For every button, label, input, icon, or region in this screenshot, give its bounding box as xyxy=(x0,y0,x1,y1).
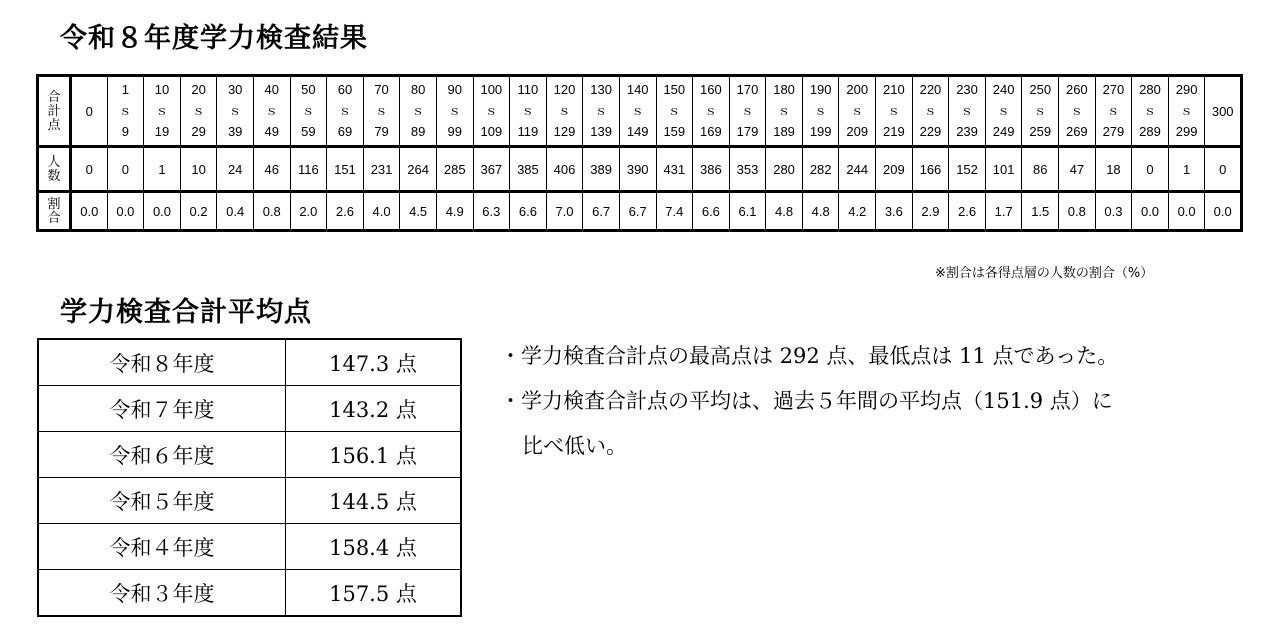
score-range-high: 49 xyxy=(264,124,279,140)
range-separator: ｓ xyxy=(484,103,498,119)
score-range-cell xyxy=(1022,76,1059,147)
ratio-cell: 0.0 xyxy=(107,192,144,231)
count-cell: 282 xyxy=(802,147,839,192)
score-range-high: 259 xyxy=(1029,124,1052,140)
ratio-cell: 0.0 xyxy=(1205,192,1242,231)
count-cell: 385 xyxy=(510,147,547,192)
score-range-high: 299 xyxy=(1175,124,1198,140)
page-title: 令和８年度学力検査結果 xyxy=(60,23,368,54)
count-cell: 209 xyxy=(876,147,913,192)
score-range-low: 10 xyxy=(154,82,170,98)
ratio-cell: 0.8 xyxy=(253,192,290,231)
count-cell: 10 xyxy=(180,147,217,192)
ratio-cell: 0.0 xyxy=(71,192,108,231)
count-cell: 0 xyxy=(1205,147,1242,192)
ratio-cell: 6.1 xyxy=(729,192,766,231)
ratio-cell: 0.2 xyxy=(180,192,217,231)
ratio-cell: 0.4 xyxy=(217,192,254,231)
summary-bullet-continuation: 比べ低い。 xyxy=(522,434,627,458)
average-row xyxy=(38,386,461,432)
score-range-low: 120 xyxy=(553,82,576,98)
score-range-cell xyxy=(1059,76,1096,147)
score-range-cell xyxy=(949,76,986,147)
count-row xyxy=(38,147,1242,192)
range-separator: ｓ xyxy=(1070,103,1084,119)
average-row xyxy=(38,570,461,617)
score-range-low: 270 xyxy=(1102,82,1125,98)
score-range-cell xyxy=(473,76,510,147)
score-range-high: 109 xyxy=(480,124,503,140)
score-range-high: 9 xyxy=(121,124,129,140)
range-separator: ｓ xyxy=(594,103,608,119)
count-cell: 24 xyxy=(217,147,254,192)
score-range-cell xyxy=(107,76,144,147)
score-range-row xyxy=(38,76,1242,147)
count-cell: 386 xyxy=(693,147,730,192)
count-row-header: 人 数 xyxy=(38,147,71,192)
score-range-low: 70 xyxy=(374,82,389,98)
score-range-cell xyxy=(912,76,949,147)
score-range-high: 119 xyxy=(517,124,539,140)
count-cell: 1 xyxy=(144,147,181,192)
score-range-low: 140 xyxy=(626,82,649,98)
summary-bullet: ・学力検査合計点の平均は、過去５年間の平均点（151.9 点）に xyxy=(500,389,1113,413)
ratio-cell: 0.0 xyxy=(1132,192,1169,231)
ratio-cell: 2.9 xyxy=(912,192,949,231)
score-range-high: 59 xyxy=(301,124,316,140)
score-range-cell xyxy=(400,76,437,147)
count-cell: 116 xyxy=(290,147,327,192)
ratio-cell: 6.3 xyxy=(473,192,510,231)
score-range-high: 179 xyxy=(736,124,759,140)
range-separator: ｓ xyxy=(118,103,132,119)
score-range-high: 159 xyxy=(663,124,686,140)
range-separator: ｓ xyxy=(1033,103,1047,119)
range-separator: ｓ xyxy=(265,103,279,119)
score-range-low: 230 xyxy=(956,82,978,98)
score-range-high: 239 xyxy=(956,124,978,140)
range-separator: ｓ xyxy=(228,103,242,119)
score-range-label: 0 xyxy=(85,103,93,119)
score-range-cell xyxy=(839,76,876,147)
range-separator: ｓ xyxy=(375,103,389,119)
count-cell: 244 xyxy=(839,147,876,192)
range-separator: ｓ xyxy=(1106,103,1120,119)
range-separator: ｓ xyxy=(192,103,206,119)
count-cell: 389 xyxy=(583,147,620,192)
count-cell: 390 xyxy=(619,147,656,192)
average-score: 156.1 点 xyxy=(286,432,462,478)
count-cell: 47 xyxy=(1059,147,1096,192)
score-range-high: 169 xyxy=(700,124,722,140)
range-separator: ｓ xyxy=(777,103,791,119)
score-range-high: 209 xyxy=(846,124,869,140)
average-year: 令和５年度 xyxy=(38,478,286,524)
ratio-cell: 1.5 xyxy=(1022,192,1059,231)
ratio-cell: 1.7 xyxy=(985,192,1022,231)
average-row xyxy=(38,432,461,478)
score-range-low: 220 xyxy=(919,82,942,98)
score-range-high: 219 xyxy=(883,124,905,140)
average-year: 令和４年度 xyxy=(38,524,286,570)
count-cell: 231 xyxy=(363,147,400,192)
count-cell: 353 xyxy=(729,147,766,192)
ratio-cell: 0.8 xyxy=(1059,192,1096,231)
score-range-high: 79 xyxy=(374,124,389,140)
count-cell: 86 xyxy=(1022,147,1059,192)
score-range-low: 80 xyxy=(410,82,426,98)
score-range-low: 50 xyxy=(301,82,316,98)
ratio-cell: 6.6 xyxy=(510,192,547,231)
ratio-cell: 4.2 xyxy=(839,192,876,231)
score-range-high: 39 xyxy=(227,124,243,140)
score-range-high: 269 xyxy=(1065,124,1088,140)
summary-bullet: ・学力検査合計点の最高点は 292 点、最低点は 11 点であった。 xyxy=(500,344,1119,368)
score-range-low: 150 xyxy=(663,82,686,98)
ratio-cell: 2.6 xyxy=(327,192,364,231)
average-score: 147.3 点 xyxy=(286,339,462,386)
count-cell: 367 xyxy=(473,147,510,192)
range-separator: ｓ xyxy=(923,103,937,119)
ratio-cell: 4.5 xyxy=(400,192,437,231)
range-separator: ｓ xyxy=(558,103,572,119)
score-range-low: 60 xyxy=(337,82,353,98)
ratio-cell: 6.6 xyxy=(693,192,730,231)
count-cell: 285 xyxy=(436,147,473,192)
score-range-low: 210 xyxy=(883,82,905,98)
count-cell: 152 xyxy=(949,147,986,192)
average-row xyxy=(38,339,461,386)
count-cell: 280 xyxy=(766,147,803,192)
score-distribution-table xyxy=(36,74,1243,232)
ratio-cell: 0.3 xyxy=(1095,192,1132,231)
average-year: 令和３年度 xyxy=(38,570,286,617)
average-score: 143.2 点 xyxy=(286,386,462,432)
range-separator: ｓ xyxy=(301,103,315,119)
range-separator: ｓ xyxy=(521,103,535,119)
score-range-high: 139 xyxy=(590,124,612,140)
count-cell: 0 xyxy=(71,147,108,192)
count-cell: 46 xyxy=(253,147,290,192)
average-score-table xyxy=(37,338,462,617)
score-range-high: 89 xyxy=(410,124,426,140)
count-cell: 0 xyxy=(1132,147,1169,192)
ratio-cell: 4.9 xyxy=(436,192,473,231)
ratio-cell: 0.0 xyxy=(1168,192,1205,231)
score-range-label: 300 xyxy=(1211,103,1234,119)
score-range-cell xyxy=(436,76,473,147)
score-range-cell xyxy=(290,76,327,147)
count-cell: 0 xyxy=(107,147,144,192)
count-cell: 101 xyxy=(985,147,1022,192)
score-range-high: 289 xyxy=(1139,124,1161,140)
average-row xyxy=(38,478,461,524)
ratio-cell: 0.0 xyxy=(144,192,181,231)
range-separator: ｓ xyxy=(448,103,462,119)
score-range-low: 40 xyxy=(264,82,279,98)
range-separator: ｓ xyxy=(338,103,352,119)
score-range-low: 20 xyxy=(191,82,206,98)
score-range-high: 199 xyxy=(809,124,832,140)
score-range-high: 229 xyxy=(919,124,942,140)
score-range-high: 249 xyxy=(992,124,1015,140)
score-range-high: 129 xyxy=(553,124,576,140)
score-range-high: 149 xyxy=(626,124,649,140)
ratio-cell: 6.7 xyxy=(619,192,656,231)
score-range-high: 69 xyxy=(337,124,353,140)
ratio-note: ※割合は各得点層の人数の割合（%） xyxy=(935,266,1154,281)
score-range-cell xyxy=(729,76,766,147)
score-range-low: 250 xyxy=(1029,82,1052,98)
count-cell: 166 xyxy=(912,147,949,192)
count-cell: 264 xyxy=(400,147,437,192)
average-year: 令和７年度 xyxy=(38,386,286,432)
score-range-cell xyxy=(985,76,1022,147)
average-year: 令和６年度 xyxy=(38,432,286,478)
score-range-cell xyxy=(1205,76,1242,147)
count-cell: 406 xyxy=(546,147,583,192)
ratio-cell: 4.8 xyxy=(802,192,839,231)
score-range-high: 279 xyxy=(1102,124,1125,140)
score-range-cell xyxy=(327,76,364,147)
score-range-low: 160 xyxy=(700,82,722,98)
ratio-row xyxy=(38,192,1242,231)
score-range-cell xyxy=(802,76,839,147)
score-range-cell xyxy=(144,76,181,147)
score-range-cell xyxy=(363,76,400,147)
range-separator: ｓ xyxy=(814,103,828,119)
ratio-cell: 4.0 xyxy=(363,192,400,231)
range-separator: ｓ xyxy=(997,103,1011,119)
ratio-cell: 2.6 xyxy=(949,192,986,231)
average-score: 157.5 点 xyxy=(286,570,462,617)
score-range-low: 200 xyxy=(846,82,869,98)
score-range-cell xyxy=(71,76,108,147)
score-range-high: 19 xyxy=(154,124,170,140)
score-range-low: 90 xyxy=(447,82,462,98)
average-score: 158.4 点 xyxy=(286,524,462,570)
score-range-low: 290 xyxy=(1175,82,1198,98)
average-section-title: 学力検査合計平均点 xyxy=(60,297,312,328)
score-range-low: 30 xyxy=(227,82,243,98)
score-range-cell xyxy=(876,76,913,147)
range-separator: ｓ xyxy=(1143,103,1157,119)
range-separator: ｓ xyxy=(631,103,645,119)
range-separator: ｓ xyxy=(155,103,169,119)
score-range-cell xyxy=(253,76,290,147)
score-range-high: 29 xyxy=(191,124,206,140)
score-range-cell xyxy=(656,76,693,147)
score-range-cell xyxy=(766,76,803,147)
score-row-header: 合 計 点 xyxy=(38,76,71,147)
ratio-cell: 2.0 xyxy=(290,192,327,231)
score-range-low: 130 xyxy=(590,82,612,98)
score-range-low: 100 xyxy=(480,82,503,98)
range-separator: ｓ xyxy=(850,103,864,119)
score-range-cell xyxy=(217,76,254,147)
score-range-low: 180 xyxy=(773,82,795,98)
count-cell: 18 xyxy=(1095,147,1132,192)
average-score: 144.5 点 xyxy=(286,478,462,524)
score-range-cell xyxy=(546,76,583,147)
ratio-cell: 7.0 xyxy=(546,192,583,231)
score-range-low: 1 xyxy=(121,82,129,98)
ratio-cell: 6.7 xyxy=(583,192,620,231)
score-range-cell xyxy=(1132,76,1169,147)
range-separator: ｓ xyxy=(1180,103,1194,119)
range-separator: ｓ xyxy=(704,103,718,119)
ratio-cell: 4.8 xyxy=(766,192,803,231)
ratio-row-header: 割 合 xyxy=(38,192,71,231)
score-range-low: 280 xyxy=(1139,82,1161,98)
count-cell: 151 xyxy=(327,147,364,192)
range-separator: ｓ xyxy=(960,103,974,119)
score-range-cell xyxy=(1095,76,1132,147)
score-range-high: 99 xyxy=(447,124,462,140)
range-separator: ｓ xyxy=(887,103,901,119)
ratio-cell: 7.4 xyxy=(656,192,693,231)
count-cell: 1 xyxy=(1168,147,1205,192)
score-range-cell xyxy=(693,76,730,147)
score-range-cell xyxy=(1168,76,1205,147)
score-range-cell xyxy=(180,76,217,147)
score-range-high: 189 xyxy=(773,124,795,140)
score-range-low: 240 xyxy=(992,82,1015,98)
range-separator: ｓ xyxy=(740,103,754,119)
score-range-cell xyxy=(583,76,620,147)
score-range-cell xyxy=(510,76,547,147)
range-separator: ｓ xyxy=(667,103,681,119)
score-range-low: 260 xyxy=(1065,82,1088,98)
score-range-low: 170 xyxy=(736,82,759,98)
score-range-low: 110 xyxy=(517,82,539,98)
average-row xyxy=(38,524,461,570)
ratio-cell: 3.6 xyxy=(876,192,913,231)
range-separator: ｓ xyxy=(411,103,425,119)
summary-bullets xyxy=(500,334,1230,469)
score-range-cell xyxy=(619,76,656,147)
count-cell: 431 xyxy=(656,147,693,192)
score-range-low: 190 xyxy=(809,82,832,98)
average-year: 令和８年度 xyxy=(38,339,286,386)
